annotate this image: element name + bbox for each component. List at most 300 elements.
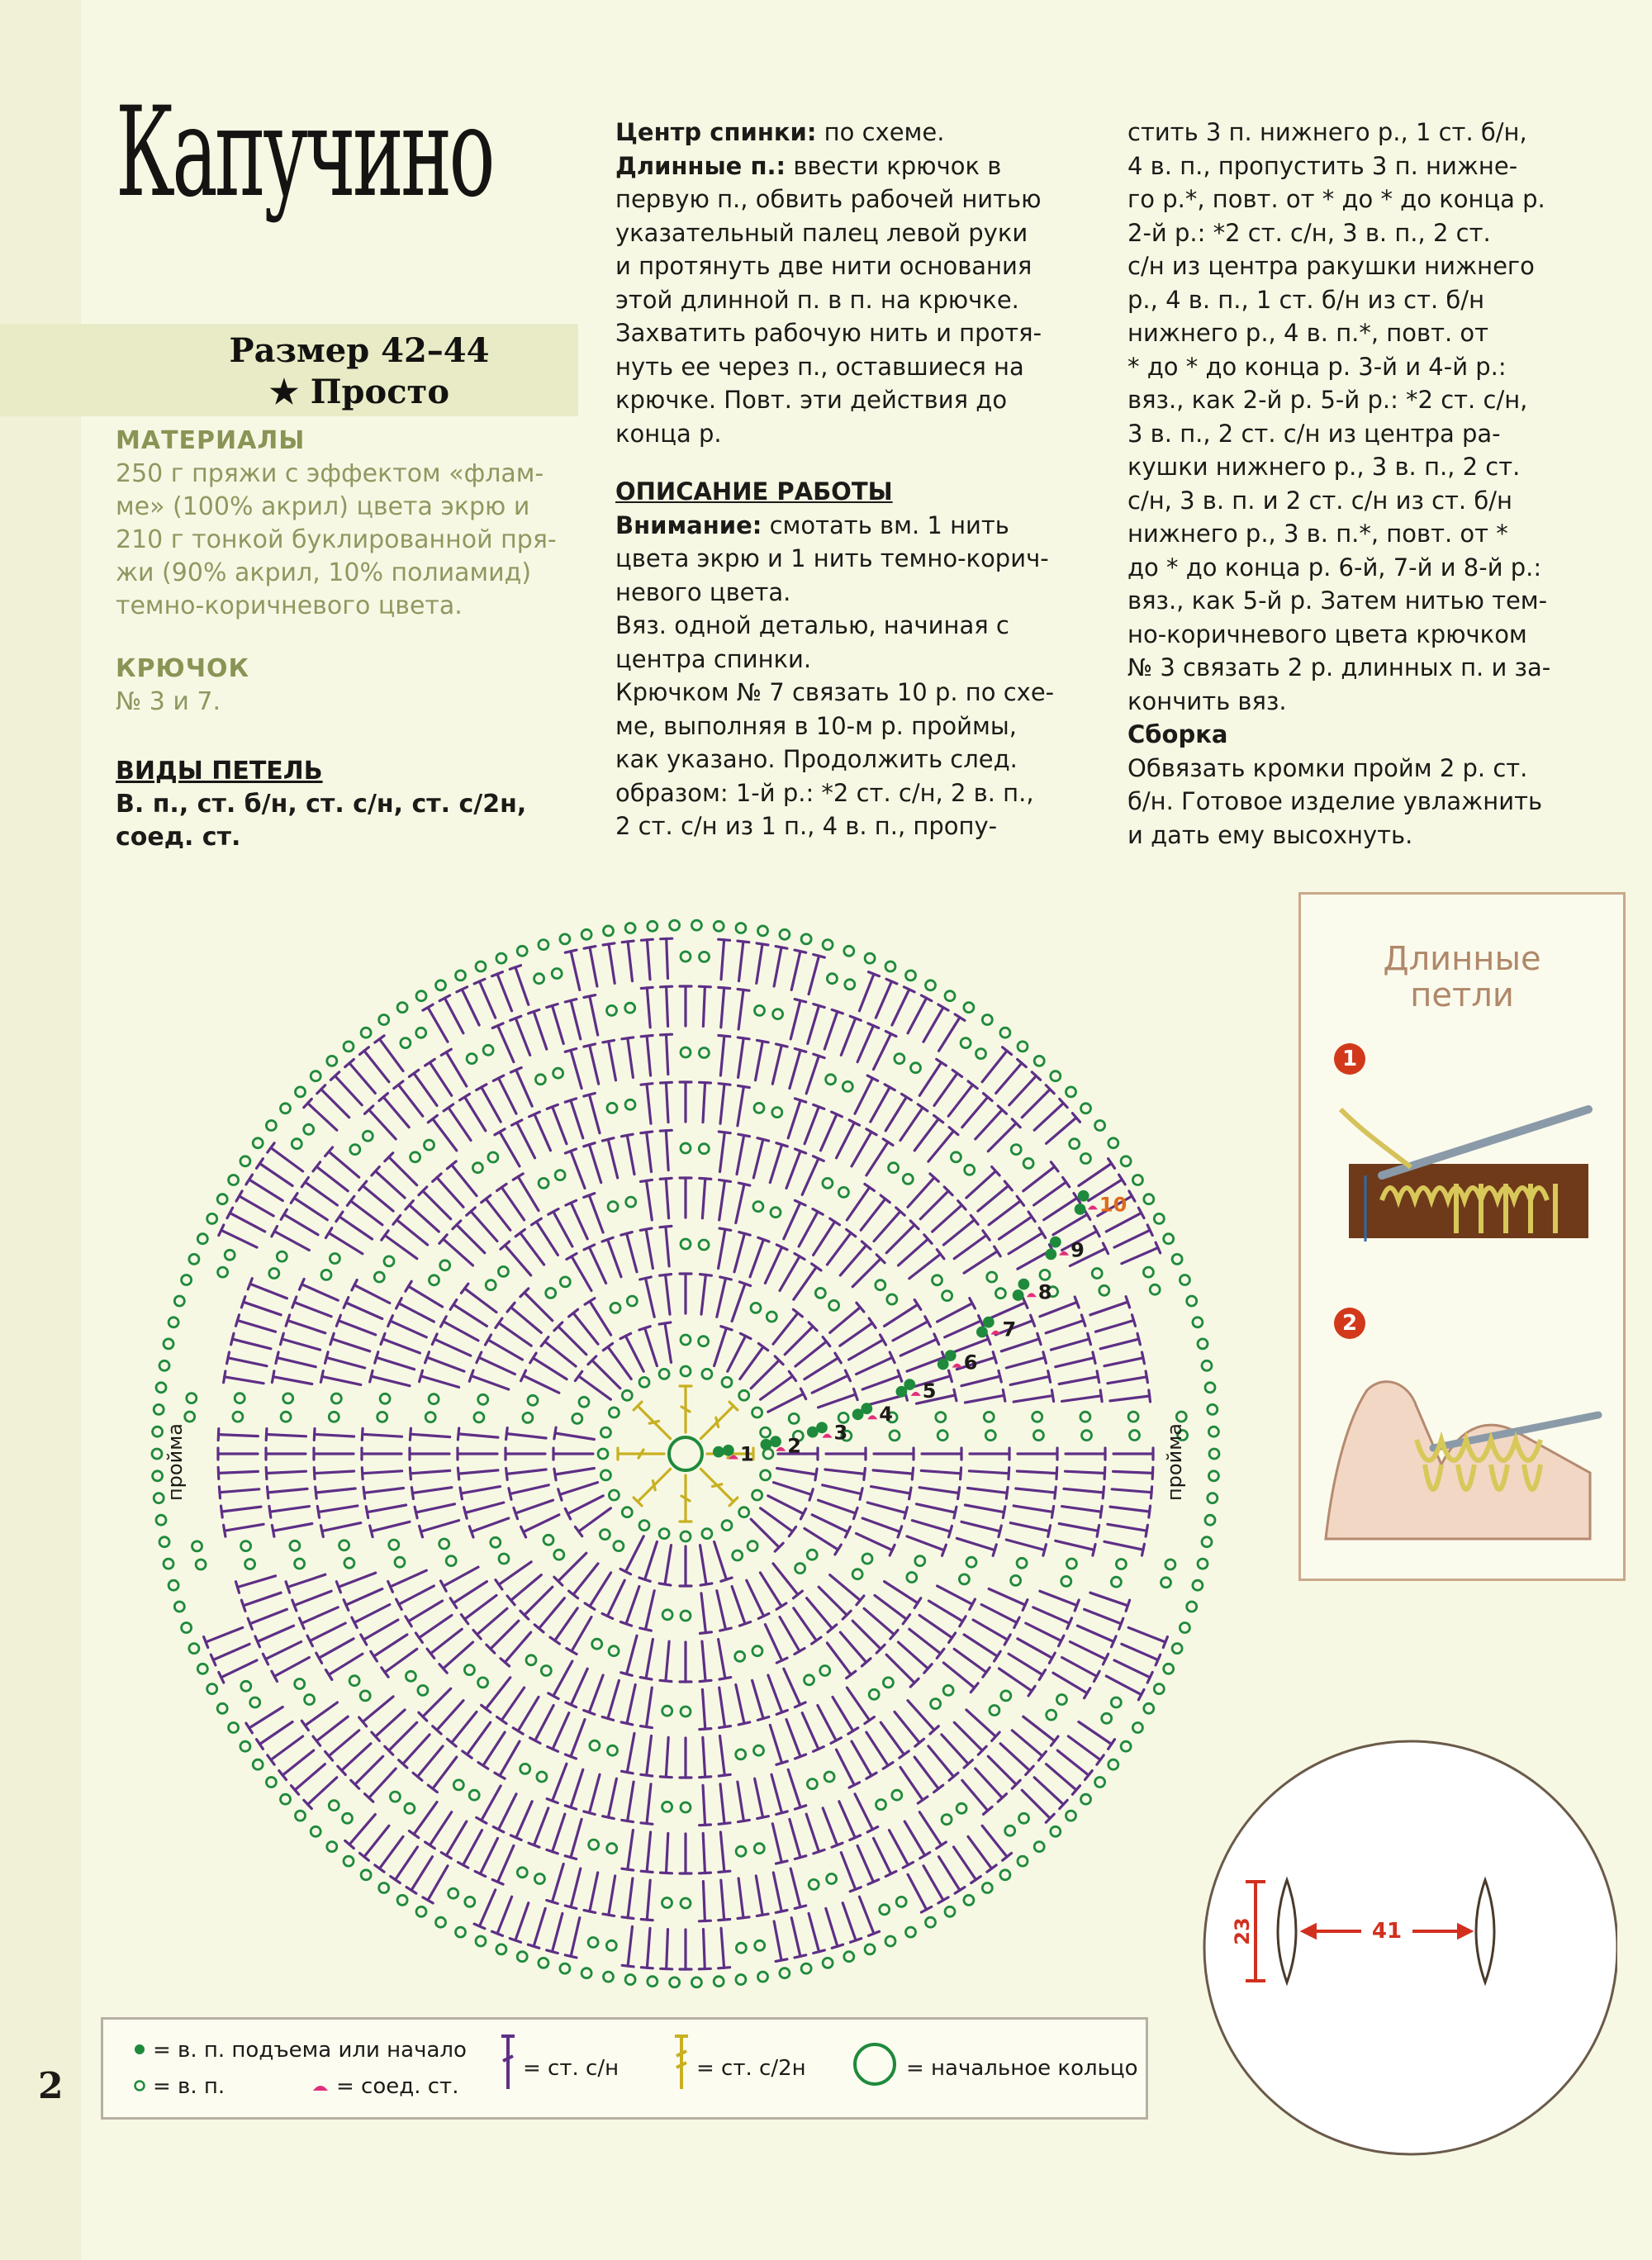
materials-line: жи (90% акрил, 10% полиамид) xyxy=(116,558,532,587)
stitch-mark xyxy=(680,1082,691,1122)
stitch-mark xyxy=(603,1876,615,1916)
stitch-mark xyxy=(420,1521,459,1537)
stitch-mark xyxy=(1068,1736,1104,1764)
chain-dot xyxy=(614,1541,624,1551)
stitch-mark xyxy=(375,1036,403,1071)
stitch-mark xyxy=(300,1607,339,1629)
chain-dot xyxy=(498,1266,508,1276)
stitch-mark xyxy=(719,1688,731,1728)
stitch-mark xyxy=(272,1371,311,1384)
stitch-mark xyxy=(641,1180,653,1220)
stitch-mark xyxy=(266,1429,306,1441)
start-chain-dot xyxy=(714,1447,723,1456)
size-label: Размер 42–44 xyxy=(229,331,490,370)
stitch-mark xyxy=(1090,1593,1130,1611)
stitch-mark xyxy=(1046,1315,1085,1333)
stitch-mark xyxy=(714,1542,733,1582)
stitch-mark xyxy=(565,950,580,990)
hook-heading: КРЮЧОК xyxy=(116,654,249,683)
chain-dot xyxy=(1172,1254,1182,1264)
chain-dot xyxy=(990,1706,999,1716)
chain-dot xyxy=(555,1170,565,1180)
stitch-mark xyxy=(840,1318,876,1346)
chain-dot xyxy=(1143,1267,1153,1277)
stitch-mark xyxy=(458,1830,482,1868)
chain-dot xyxy=(1205,1383,1215,1393)
stitch-mark xyxy=(584,1774,600,1814)
stitch-mark xyxy=(325,1228,363,1254)
chain-dot xyxy=(534,1874,544,1884)
stitch-mark xyxy=(313,1162,348,1191)
chain-dot xyxy=(1164,1664,1174,1674)
chain-dot xyxy=(598,1449,608,1459)
chain-dot xyxy=(915,1556,925,1566)
stitch-mark xyxy=(786,1720,806,1759)
stitch-mark xyxy=(603,1343,631,1379)
stitch-mark xyxy=(621,1232,637,1272)
stitch-mark xyxy=(1090,1297,1130,1315)
stitch-mark xyxy=(439,995,463,1033)
stitch-mark xyxy=(934,1070,962,1105)
stitch-mark xyxy=(639,1542,657,1582)
stitch-mark xyxy=(461,1595,496,1623)
slip-stitch-mark xyxy=(823,1434,833,1438)
page-number: 2 xyxy=(38,2065,64,2107)
stitch-mark xyxy=(1062,1390,1103,1402)
stitch-mark xyxy=(900,1768,928,1804)
stitch-mark xyxy=(375,1352,415,1370)
chain-dot xyxy=(499,1554,509,1564)
chain-dot xyxy=(296,1087,306,1097)
chain-dot xyxy=(182,1623,192,1633)
materials-heading: МАТЕРИАЛЫ xyxy=(116,426,306,455)
start-chain-dot xyxy=(1014,1291,1023,1300)
chain-dot xyxy=(823,940,833,950)
stitch-mark xyxy=(699,1930,710,1969)
stitch-mark xyxy=(784,1669,805,1707)
chain-dot xyxy=(976,1049,986,1059)
stitch-mark xyxy=(805,1353,841,1379)
stitch-mark xyxy=(565,1496,603,1519)
stitch-mark xyxy=(954,1649,990,1677)
stitch-mark xyxy=(1009,1228,1046,1254)
chain-dot xyxy=(1081,1794,1091,1804)
chain-dot xyxy=(627,1296,637,1306)
stitch-mark xyxy=(862,1370,902,1389)
chain-dot xyxy=(196,1560,206,1569)
stitch-mark xyxy=(840,1242,871,1275)
chain-dot xyxy=(600,1530,610,1540)
stitch-mark xyxy=(641,1880,653,1920)
start-chain-dot xyxy=(808,1427,817,1436)
chain-dot xyxy=(1033,1431,1043,1441)
stitch-mark xyxy=(565,1720,585,1759)
stitch-mark xyxy=(301,1177,337,1205)
stitch-mark xyxy=(969,1468,1009,1479)
chain-dot xyxy=(823,1178,833,1188)
stitch-mark xyxy=(620,1587,639,1626)
stitch-mark xyxy=(291,1194,327,1220)
stitch-mark xyxy=(1056,1352,1095,1367)
stitch-mark xyxy=(965,1505,1004,1518)
center-back-line: Центр спинки: по схеме. xyxy=(615,118,945,146)
chain-dot xyxy=(1128,1412,1138,1422)
stitch-mark xyxy=(852,1255,885,1287)
stitch-mark xyxy=(923,1866,948,1903)
stitch-mark xyxy=(873,1468,914,1479)
stitch-mark xyxy=(469,1370,509,1389)
stitch-mark xyxy=(907,1536,946,1555)
chain-dot xyxy=(523,1412,533,1422)
stitch-mark xyxy=(292,1297,331,1317)
chain-dot xyxy=(681,1531,691,1541)
stitch-mark xyxy=(565,1868,581,1908)
stitch-mark xyxy=(391,1847,418,1883)
stitch-mark xyxy=(330,1333,370,1351)
long-loops-paragraph: Длинные п.: ввести крючок в первую п., обвить рабочей нитью указательный палец левой руки и протянуть две нити основания этой длинной п. в п. на крючке. Захватить рабочую нить и протя- нуть ее через п., оставшиеся на крючке. Повт. эти действия до конца р. xyxy=(615,151,1042,448)
chain-dot xyxy=(625,923,635,933)
stitch-mark xyxy=(661,986,672,1026)
chain-dot xyxy=(961,1038,971,1048)
stitch-mark xyxy=(458,1448,497,1460)
stitch-mark xyxy=(492,1845,514,1884)
chain-dot xyxy=(486,1280,496,1290)
stitch-mark xyxy=(964,1246,1000,1273)
stitch-mark xyxy=(660,1226,672,1266)
stitch-mark xyxy=(314,1448,354,1460)
chain-dot xyxy=(290,1541,300,1550)
chain-dot xyxy=(714,921,724,931)
chain-dot xyxy=(225,1250,235,1260)
stitch-mark xyxy=(492,1897,512,1935)
stitch-mark xyxy=(444,1104,471,1141)
start-chain-dot xyxy=(938,1360,947,1369)
stitch-mark xyxy=(477,1352,515,1375)
stitch-mark xyxy=(774,1483,814,1501)
stitch-mark xyxy=(790,1868,806,1908)
chain-dot xyxy=(1000,1870,1010,1880)
chain-dot xyxy=(553,1068,563,1078)
chain-dot xyxy=(464,1665,474,1675)
stitch-mark xyxy=(843,1903,861,1943)
stitch-mark xyxy=(529,1112,551,1151)
stitch-mark xyxy=(441,1317,479,1341)
stitch-mark xyxy=(919,1059,946,1095)
chain-dot xyxy=(936,1412,946,1422)
stitch-mark xyxy=(886,1655,919,1687)
stitch-mark xyxy=(900,1334,939,1356)
stitch-mark xyxy=(453,1221,485,1253)
stitch-mark xyxy=(938,1299,976,1322)
stitch-mark xyxy=(507,1575,541,1605)
slip-stitch-icon xyxy=(311,2081,330,2092)
stitch-mark xyxy=(661,1082,672,1122)
stitch-mark xyxy=(1018,1448,1057,1460)
stitch-mark xyxy=(852,1129,876,1166)
stitch-mark xyxy=(588,1356,620,1389)
stitch-mark xyxy=(634,1469,671,1506)
stitch-mark xyxy=(320,1523,360,1537)
stitch-mark xyxy=(425,1059,452,1095)
stitch-mark xyxy=(441,1567,479,1591)
start-chain-dot xyxy=(1019,1280,1028,1289)
stitch-mark xyxy=(1012,1731,1046,1760)
stitch-mark xyxy=(325,1731,359,1760)
chain-dot xyxy=(736,1750,746,1759)
chain-dot xyxy=(1144,1194,1154,1204)
stitch-mark xyxy=(420,1370,459,1387)
stitch-mark xyxy=(827,1229,855,1265)
stitch-mark xyxy=(584,947,597,986)
chain-dot xyxy=(1001,1691,1011,1701)
chain-dot xyxy=(430,1275,439,1285)
stitch-mark xyxy=(482,1195,510,1230)
chain-dot xyxy=(681,1802,691,1812)
chain-dot xyxy=(1208,1493,1218,1503)
stitch-mark xyxy=(1059,1524,1099,1537)
stitch-mark xyxy=(954,1231,990,1259)
stitch-mark xyxy=(371,1635,407,1661)
stitch-mark xyxy=(823,1808,843,1847)
stitch-mark xyxy=(423,1866,448,1903)
chain-dot xyxy=(554,1550,564,1560)
chain-dot xyxy=(889,1163,899,1173)
chain-dot xyxy=(363,1131,373,1141)
chain-dot xyxy=(926,1917,936,1927)
chain-dot xyxy=(876,1800,886,1810)
chain-dot xyxy=(1198,1339,1208,1349)
stitch-mark xyxy=(603,1040,616,1080)
chain-dot xyxy=(827,1874,837,1884)
stitches-heading: ВИДЫ ПЕТЕЛЬ xyxy=(116,757,323,786)
stitch-mark xyxy=(547,1764,567,1802)
chain-dot xyxy=(292,1139,301,1149)
chain-dot xyxy=(699,1048,709,1058)
chain-dot xyxy=(771,1208,781,1218)
chain-dot xyxy=(964,1003,974,1013)
stitch-mark xyxy=(875,1595,910,1623)
stitch-mark xyxy=(565,1918,580,1958)
row-number-label: 9 xyxy=(1070,1238,1085,1262)
armhole-label-left: пройма xyxy=(164,1422,187,1502)
chain-dot xyxy=(926,980,936,990)
stitch-mark xyxy=(281,1333,320,1350)
chain-dot xyxy=(1005,1826,1015,1835)
stitch-mark xyxy=(602,1580,624,1618)
stitch-mark xyxy=(316,1487,356,1498)
chain-dot xyxy=(592,1639,602,1649)
stitch-mark xyxy=(263,1642,301,1664)
stitch-mark xyxy=(876,979,897,1018)
stitch-mark xyxy=(900,1104,928,1141)
chain-dot xyxy=(625,1099,635,1109)
stitch-mark xyxy=(621,1636,637,1675)
chain-dot xyxy=(1099,1285,1109,1295)
chain-dot xyxy=(1111,1577,1121,1587)
chain-dot xyxy=(964,1895,974,1905)
chain-dot xyxy=(736,1846,746,1856)
stitch-mark xyxy=(892,987,914,1025)
stitch-mark xyxy=(770,1143,787,1183)
chain-dot xyxy=(823,1958,833,1968)
chain-dot xyxy=(681,1239,691,1249)
chain-dot xyxy=(401,1038,411,1048)
chain-icon xyxy=(133,2079,146,2092)
stitch-mark xyxy=(506,1469,547,1480)
stitch-mark xyxy=(565,999,581,1039)
long-loops-panel xyxy=(1298,892,1626,1581)
chain-dot xyxy=(763,1449,773,1459)
chain-dot xyxy=(807,1550,817,1560)
stitch-mark xyxy=(824,1009,843,1049)
slip-stitch-mark xyxy=(1059,1251,1069,1256)
stitch-mark xyxy=(565,1769,583,1809)
stitch-mark xyxy=(641,1084,653,1124)
stitch-mark xyxy=(719,939,730,979)
chain-dot xyxy=(329,1801,339,1811)
chain-dot xyxy=(761,1427,771,1437)
chain-dot xyxy=(876,1280,885,1290)
stitch-mark xyxy=(939,1857,965,1893)
chain-dot xyxy=(1108,1759,1118,1769)
stitch-mark xyxy=(914,1115,943,1151)
stitch-mark xyxy=(771,1774,787,1814)
stitch-mark xyxy=(241,1297,281,1315)
chain-dot xyxy=(890,1431,900,1441)
stitch-mark xyxy=(908,995,932,1033)
stitch-mark xyxy=(641,1688,653,1728)
stitch-mark xyxy=(942,1735,973,1768)
row-number-label: 7 xyxy=(1002,1318,1017,1341)
chain-dot xyxy=(539,940,548,950)
stitch-mark xyxy=(458,1468,498,1479)
finished-shape-schematic xyxy=(1188,1735,1617,2164)
chain-dot xyxy=(885,1936,895,1946)
chain-dot xyxy=(1187,1602,1197,1612)
chain-dot xyxy=(281,1412,291,1422)
chain-dot xyxy=(608,1202,618,1212)
stitch-mark xyxy=(641,939,653,979)
chain-dot xyxy=(714,1977,724,1987)
stitch-mark xyxy=(469,1518,509,1537)
stitch-mark xyxy=(464,1503,504,1518)
chain-dot xyxy=(662,1610,672,1620)
chain-dot xyxy=(349,1676,359,1686)
stitch-mark xyxy=(659,1545,671,1586)
chain-dot xyxy=(984,1412,994,1422)
chain-dot xyxy=(1209,1449,1219,1459)
chain-dot xyxy=(1154,1213,1164,1223)
stitch-mark xyxy=(257,1722,293,1750)
stitch-mark xyxy=(547,1864,563,1904)
assembly-paragraph: Обвязать кромки пройм 2 р. ст. б/н. Готовое изделие увлажнить и дать ему высохнуть. xyxy=(1127,753,1543,849)
stitch-mark xyxy=(917,1504,957,1518)
chain-dot xyxy=(1202,1537,1212,1547)
stitch-mark xyxy=(381,1333,420,1353)
chain-dot xyxy=(240,1741,250,1751)
chain-dot xyxy=(1172,1644,1182,1654)
chain-dot xyxy=(752,1646,762,1656)
stitch-mark xyxy=(272,1227,310,1251)
stitch-mark xyxy=(867,1503,907,1518)
stitch-mark xyxy=(714,1327,733,1366)
stitch-mark xyxy=(520,1289,553,1321)
chain-dot xyxy=(389,1540,399,1550)
stitch-mark xyxy=(1040,1591,1079,1611)
stitch-mark xyxy=(640,1591,655,1631)
chain-dot xyxy=(982,1883,992,1893)
stitch-mark xyxy=(968,1836,996,1872)
stitch-mark xyxy=(495,1741,520,1778)
chain-dot xyxy=(606,1940,616,1950)
chain-dot xyxy=(736,1975,746,1985)
stitch-mark xyxy=(246,1175,282,1200)
chain-dot xyxy=(1011,1145,1021,1155)
stitch-mark xyxy=(928,1746,958,1780)
stitch-mark xyxy=(530,1706,554,1744)
chain-dot xyxy=(429,1394,439,1404)
chain-dot xyxy=(241,1681,251,1691)
stitch-mark xyxy=(1016,1487,1056,1498)
chain-dot xyxy=(670,1978,680,1987)
chain-dot xyxy=(189,1644,199,1654)
chain-dot xyxy=(397,1003,407,1013)
stitch-mark xyxy=(419,1688,451,1721)
stitch-mark xyxy=(808,1004,824,1044)
stitch-mark xyxy=(622,1037,634,1078)
chain-dot xyxy=(1018,1042,1028,1052)
stitch-mark xyxy=(717,1277,732,1317)
chain-dot xyxy=(943,1685,953,1695)
stitch-mark xyxy=(529,1808,548,1847)
chain-dot xyxy=(809,1879,819,1889)
stitch-mark xyxy=(928,1128,958,1161)
chain-dot xyxy=(436,1917,446,1927)
stitch-mark xyxy=(1110,1390,1151,1402)
stitch-mark xyxy=(812,1515,850,1537)
stitch-mark xyxy=(855,1075,878,1113)
stitch-mark xyxy=(738,1037,749,1078)
legend-ring: = начальное кольцо xyxy=(906,2056,1138,2081)
chain-dot xyxy=(478,1394,488,1404)
chain-dot xyxy=(852,1569,862,1579)
chain-dot xyxy=(1144,1703,1154,1713)
chain-dot xyxy=(560,934,570,944)
chain-dot xyxy=(467,1054,477,1064)
stitch-mark xyxy=(569,1564,598,1598)
chain-dot xyxy=(235,1394,244,1403)
stitch-mark xyxy=(565,1099,583,1138)
stitch-mark xyxy=(393,1215,428,1245)
stitch-mark xyxy=(1106,1676,1144,1700)
chain-dot xyxy=(1176,1412,1186,1422)
chain-dot xyxy=(739,1507,749,1517)
chain-dot xyxy=(1202,1360,1212,1370)
chain-dot xyxy=(311,1826,320,1836)
chain-dot xyxy=(436,980,446,990)
stitch-mark xyxy=(768,1675,787,1714)
chain-dot xyxy=(159,1360,169,1370)
chain-dot xyxy=(965,1165,975,1175)
stitch-mark xyxy=(756,1040,769,1080)
chain-dot xyxy=(601,1427,610,1437)
start-chain-dot xyxy=(1075,1204,1085,1213)
chain-dot xyxy=(344,1042,354,1052)
chain-dot xyxy=(895,1054,904,1064)
chain-dot xyxy=(207,1213,217,1223)
chain-dot xyxy=(604,1972,614,1982)
stitch-mark xyxy=(618,1448,664,1460)
